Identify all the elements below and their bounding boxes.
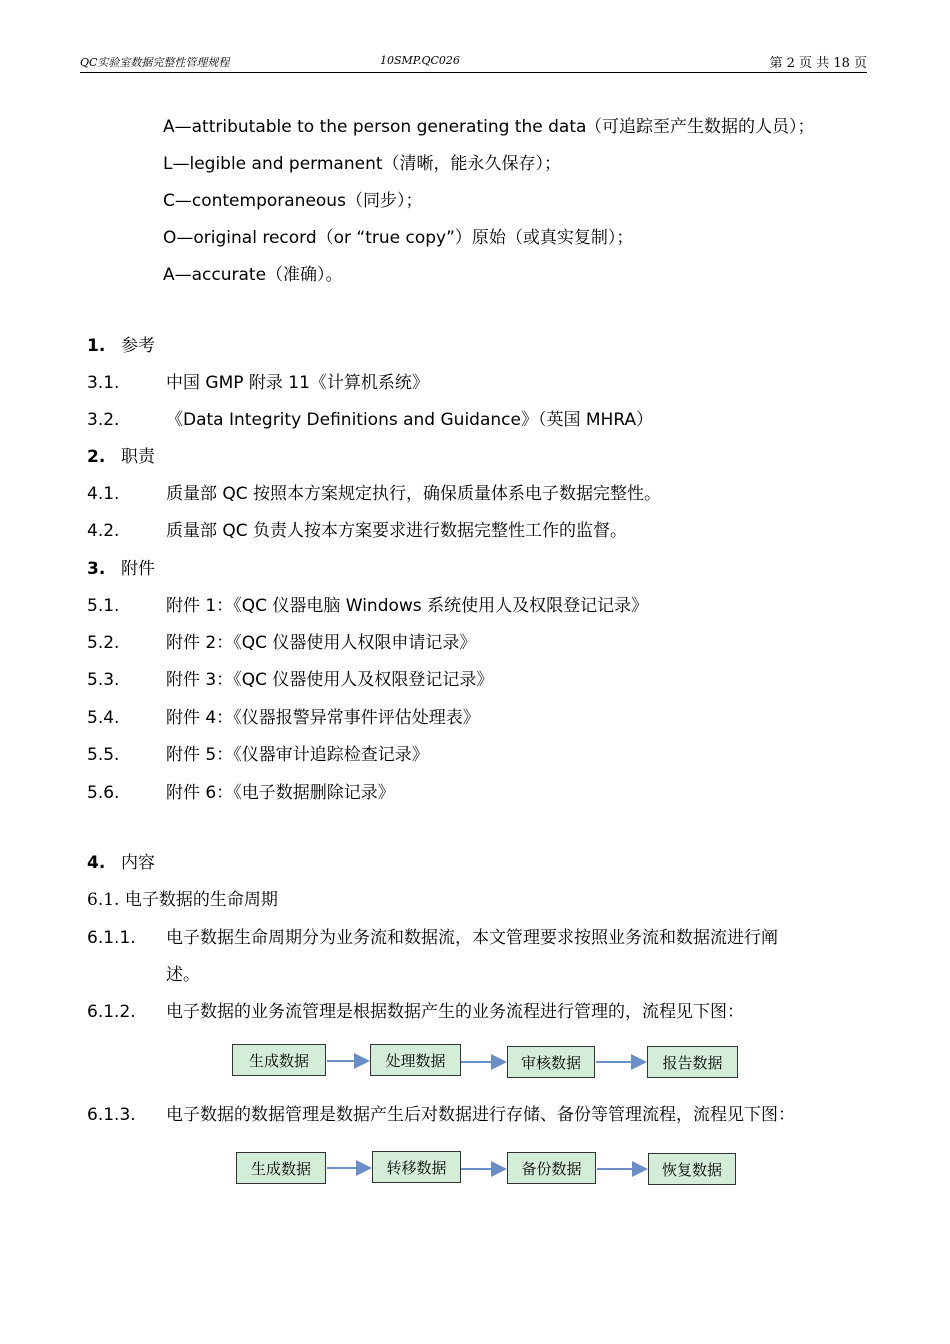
attachment-5-number: 5.5. — [87, 745, 120, 765]
duty-2-number: 4.2. — [87, 521, 120, 541]
duty-2-text: 质量部 QC 负责人按本方案要求进行数据完整性工作的监督。 — [166, 521, 628, 541]
alcoa-line-1: A—attributable to the person generating the data — [163, 117, 587, 137]
attachment-1-text: 附件 1：《QC 仪器电脑 Windows 系统使用人及权限登记记录》 — [166, 596, 649, 616]
para-3-number: 6.1.3. — [87, 1105, 136, 1125]
flow1-box-3: 审核数据 — [507, 1046, 595, 1078]
ref-2-text: 《Data Integrity Definitions and Guidance》（英国 MHRA） — [166, 410, 654, 430]
attachment-2-number: 5.2. — [87, 633, 120, 653]
ref-1-text: 中国 GMP 附录 11《计算机系统》 — [166, 373, 429, 393]
section-2-title: 职责 — [121, 447, 155, 467]
para-3-text: 电子数据的数据管理是数据产生后对数据进行存储、备份等管理流程，流程见下图： — [166, 1105, 795, 1125]
flow2-box-1: 生成数据 — [236, 1152, 326, 1184]
para-1-number: 6.1.1. — [87, 928, 136, 948]
ref-2-number: 3.2. — [87, 410, 120, 430]
duty-1-number: 4.1. — [87, 484, 120, 504]
attachment-6-text: 附件 6：《电子数据删除记录》 — [166, 783, 395, 803]
section-4-title: 内容 — [121, 853, 155, 873]
attachment-5-text: 附件 5：《仪器审计追踪检查记录》 — [166, 745, 429, 765]
flow1-box-4: 报告数据 — [647, 1046, 738, 1078]
doc-title: QC实验室数据完整性管理规程 — [80, 56, 230, 69]
duty-1-text: 质量部 QC 按照本方案规定执行，确保质量体系电子数据完整性。 — [166, 484, 662, 504]
attachment-3-number: 5.3. — [87, 670, 120, 690]
attachment-2-text: 附件 2：《QC 仪器使用人权限申请记录》 — [166, 633, 477, 653]
alcoa-line-1-note: （可追踪至产生数据的人员）； — [585, 117, 815, 137]
para-1-line-2: 述。 — [166, 965, 200, 985]
attachment-1-number: 5.1. — [87, 596, 120, 616]
alcoa-line-2: L—legible and permanent（清晰，能永久保存）； — [163, 154, 562, 174]
alcoa-line-3: C—contemporaneous（同步）； — [163, 191, 423, 211]
page-info: 第 2 页 共 18 页 — [769, 56, 867, 71]
flow2-box-4: 恢复数据 — [648, 1153, 736, 1185]
section-4-number: 4. — [87, 853, 106, 873]
alcoa-line-5: A—accurate（准确）。 — [163, 265, 343, 285]
para-2-text: 电子数据的业务流管理是根据数据产生的业务流程进行管理的，流程见下图： — [166, 1002, 744, 1022]
section-2-number: 2. — [87, 447, 106, 467]
flow1-box-2: 处理数据 — [370, 1044, 461, 1076]
subsection-title: 6.1. 电子数据的生命周期 — [87, 890, 278, 910]
para-2-number: 6.1.2. — [87, 1002, 136, 1022]
alcoa-line-4: O—original record（or “true copy”）原始（或真实复制）； — [163, 228, 634, 248]
attachment-4-text: 附件 4：《仪器报警异常事件评估处理表》 — [166, 708, 480, 728]
ref-1-number: 3.1. — [87, 373, 120, 393]
flow1-box-1: 生成数据 — [232, 1044, 326, 1076]
attachment-4-number: 5.4. — [87, 708, 120, 728]
para-1-line-1: 电子数据生命周期分为业务流和数据流，本文管理要求按照业务流和数据流进行阐 — [166, 928, 778, 948]
section-1-title: 参考 — [121, 336, 155, 356]
doc-code: 10SMP.QC026 — [380, 54, 460, 67]
section-3-number: 3. — [87, 559, 106, 579]
flow2-box-2: 转移数据 — [372, 1151, 461, 1183]
attachment-3-text: 附件 3：《QC 仪器使用人及权限登记记录》 — [166, 670, 494, 690]
section-3-title: 附件 — [121, 559, 155, 579]
attachment-6-number: 5.6. — [87, 783, 120, 803]
section-1-number: 1. — [87, 336, 106, 356]
flow2-box-3: 备份数据 — [507, 1152, 596, 1184]
